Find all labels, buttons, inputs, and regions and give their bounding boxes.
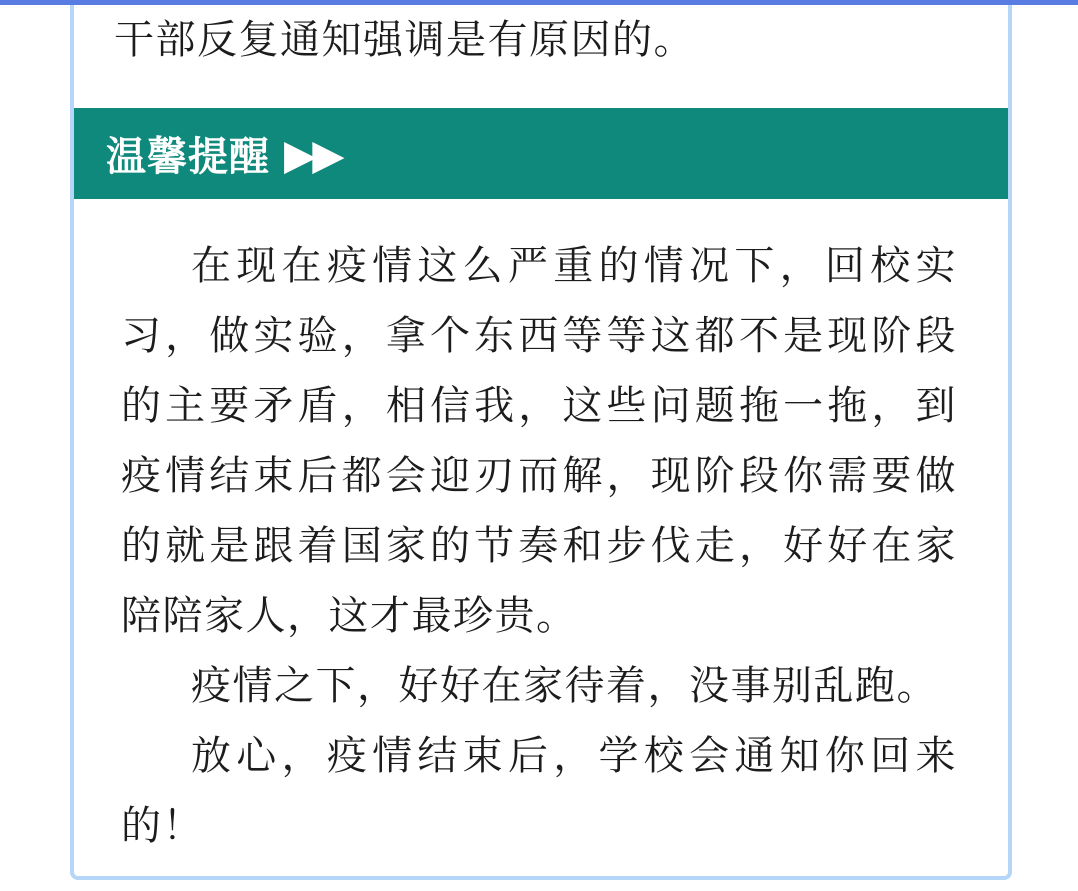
body-text-line: 疫情结束后都会迎刃而解，现阶段你需要做 — [121, 454, 957, 498]
body-text-line: 陪陪家人，这才最珍贵。 — [121, 594, 578, 638]
body-text-line: 放心，疫情结束后，学校会通知你回来 — [191, 734, 957, 778]
body-text-line: 疫情之下，好好在家待着，没事别乱跑。 — [191, 664, 938, 708]
body-text-line: 的！ — [121, 804, 204, 848]
reminder-banner-label: 温馨提醒 — [106, 135, 270, 179]
body-text-line: 在现在疫情这么严重的情况下，回校实 — [191, 244, 957, 288]
intro-paragraph: 干部反复通知强调是有原因的。 — [114, 18, 695, 62]
body-text-line: 的主要矛盾，相信我，这些问题拖一拖，到 — [121, 384, 957, 428]
reminder-banner — [74, 108, 1008, 199]
article-body — [74, 231, 1008, 861]
double-arrow-icon: ▶▶ — [284, 130, 341, 178]
body-text-line: 习，做实验，拿个东西等等这都不是现阶段 — [121, 314, 957, 358]
body-text-line: 的就是跟着国家的节奏和步伐走，好好在家 — [121, 524, 957, 568]
article-card — [70, 5, 1012, 880]
